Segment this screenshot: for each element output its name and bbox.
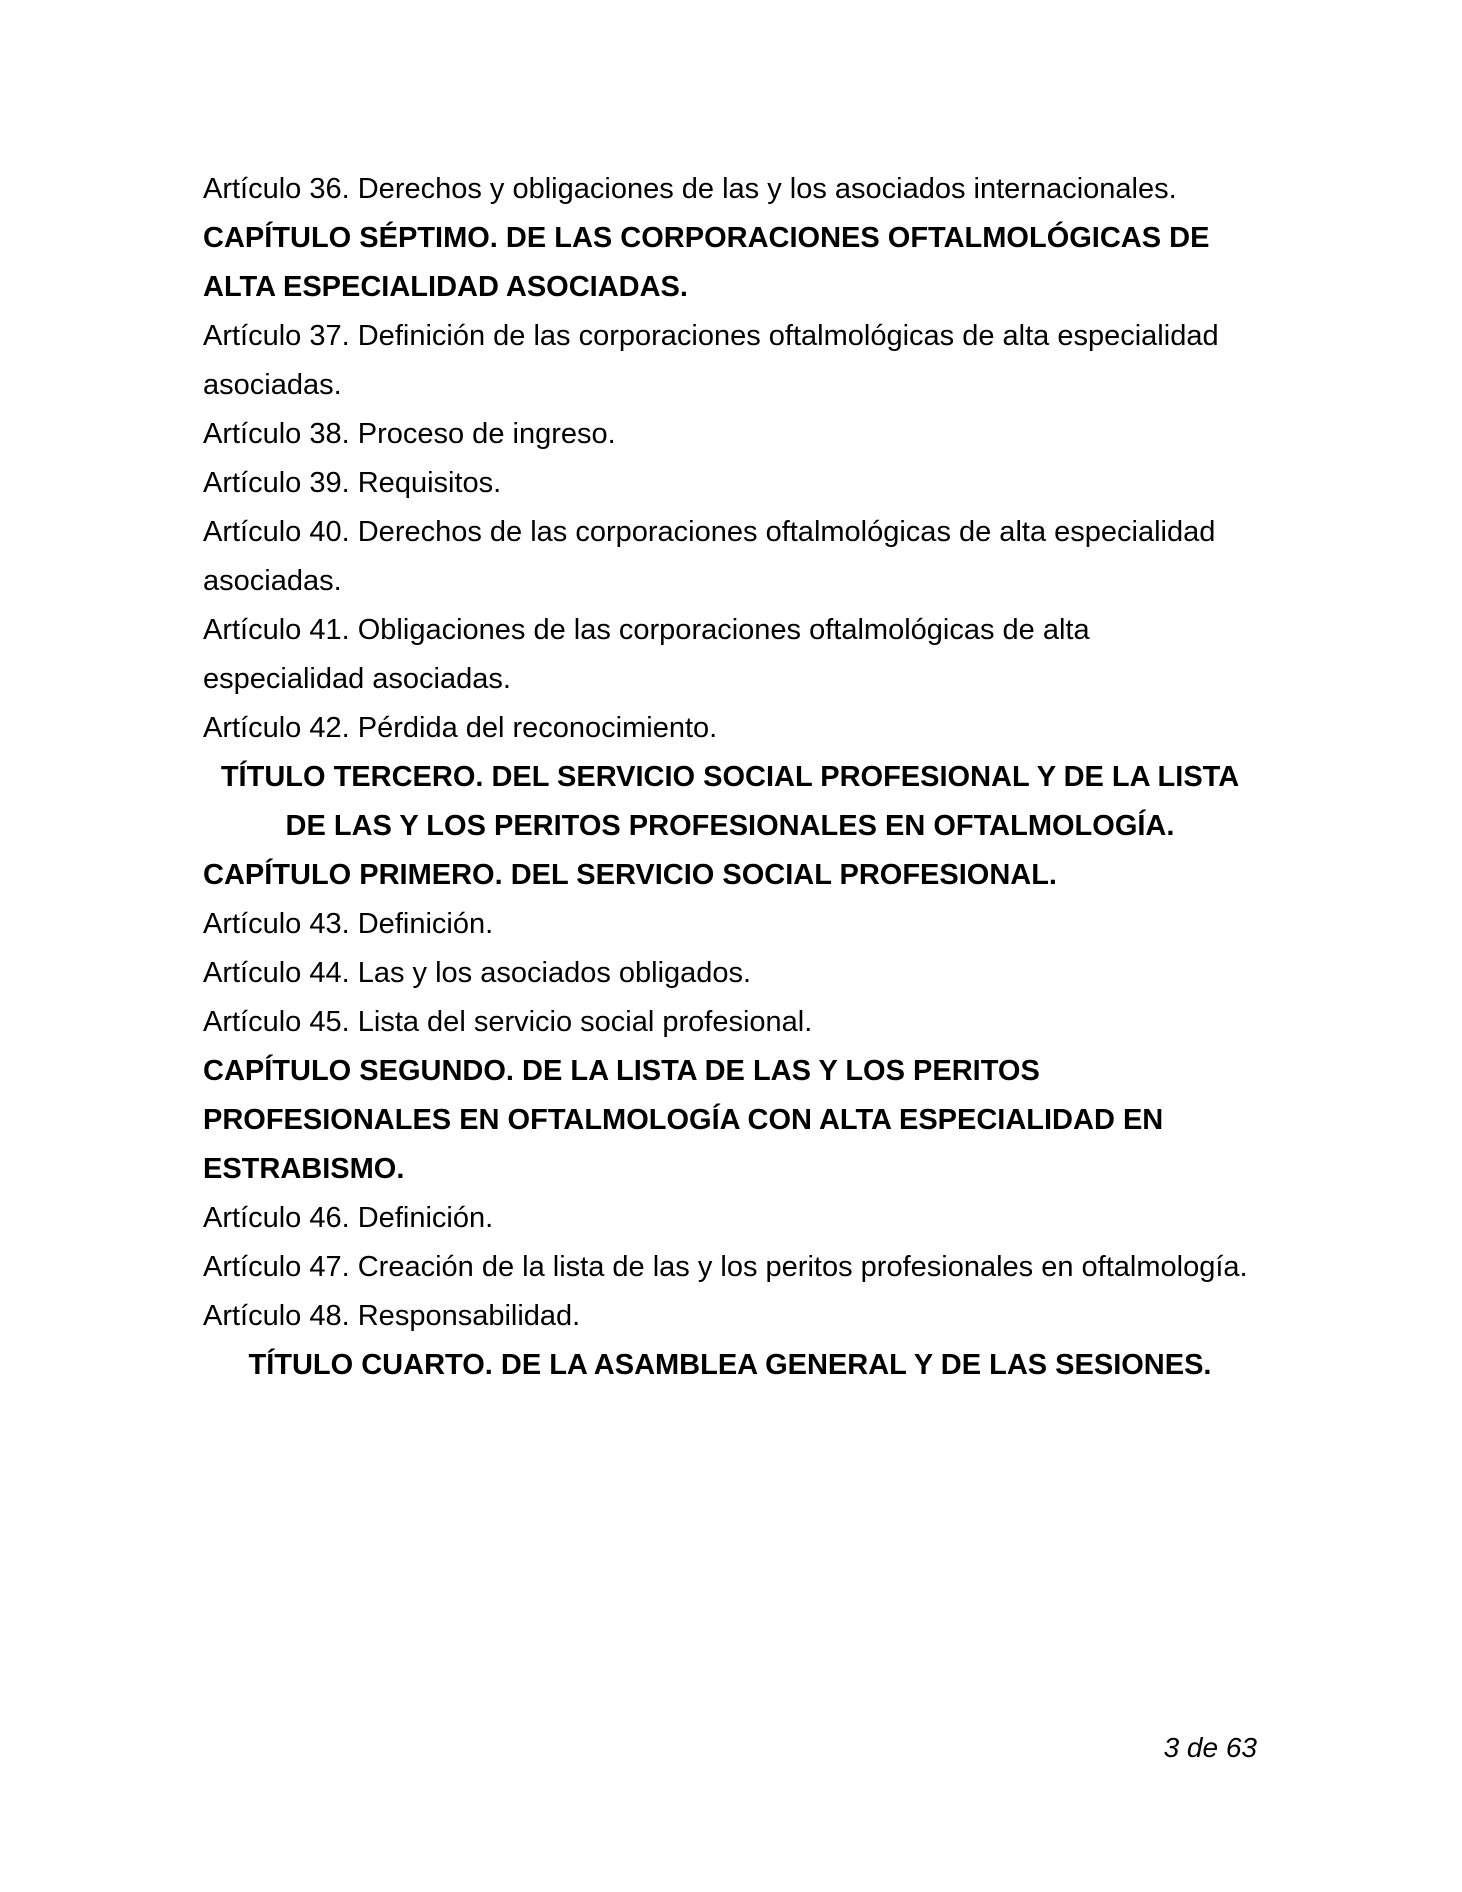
title-heading-tercero: TÍTULO TERCERO. DEL SERVICIO SOCIAL PROFESIONAL Y DE LA LISTA DE LAS Y LOS PERITOS PROFESIONALES EN OFTALMOLOGÍA. [220,761,1240,842]
article-line-39: Artículo 39. Requisitos. [203,467,502,499]
article-line-44: Artículo 44. Las y los asociados obligados. [203,957,752,989]
article-line-41: Artículo 41. Obligaciones de las corporaciones oftalmológicas de alta especialidad asociadas. [203,614,1090,695]
article-line-46: Artículo 46. Definición. [203,1202,494,1234]
article-line-42: Artículo 42. Pérdida del reconocimiento. [203,712,718,744]
article-line-43: Artículo 43. Definición. [203,908,494,940]
article-line-47: Artículo 47. Creación de la lista de las y los peritos profesionales en oftalmología. [203,1251,1248,1283]
chapter-heading-septimo: CAPÍTULO SÉPTIMO. DE LAS CORPORACIONES OFTALMOLÓGICAS DE ALTA ESPECIALIDAD ASOCIADAS. [203,222,1210,303]
article-line-36: Artículo 36. Derechos y obligaciones de las y los asociados internacionales. [203,173,1177,205]
article-line-48: Artículo 48. Responsabilidad. [203,1300,581,1332]
article-line-45: Artículo 45. Lista del servicio social profesional. [203,1006,813,1038]
article-line-38: Artículo 38. Proceso de ingreso. [203,418,616,450]
title-heading-cuarto: TÍTULO CUARTO. DE LA ASAMBLEA GENERAL Y DE LAS SESIONES. [248,1349,1212,1381]
page-number: 3 de 63 [1163,1732,1257,1763]
article-line-37: Artículo 37. Definición de las corporaciones oftalmológicas de alta especialidad asociadas. [203,320,1219,401]
chapter-heading-primero: CAPÍTULO PRIMERO. DEL SERVICIO SOCIAL PROFESIONAL. [203,859,1057,891]
article-line-40: Artículo 40. Derechos de las corporaciones oftalmológicas de alta especialidad asociadas. [203,516,1216,597]
chapter-heading-segundo: CAPÍTULO SEGUNDO. DE LA LISTA DE LAS Y LOS PERITOS PROFESIONALES EN OFTALMOLOGÍA CON ALTA ESPECIALIDAD EN ESTRABISMO. [203,1055,1164,1185]
